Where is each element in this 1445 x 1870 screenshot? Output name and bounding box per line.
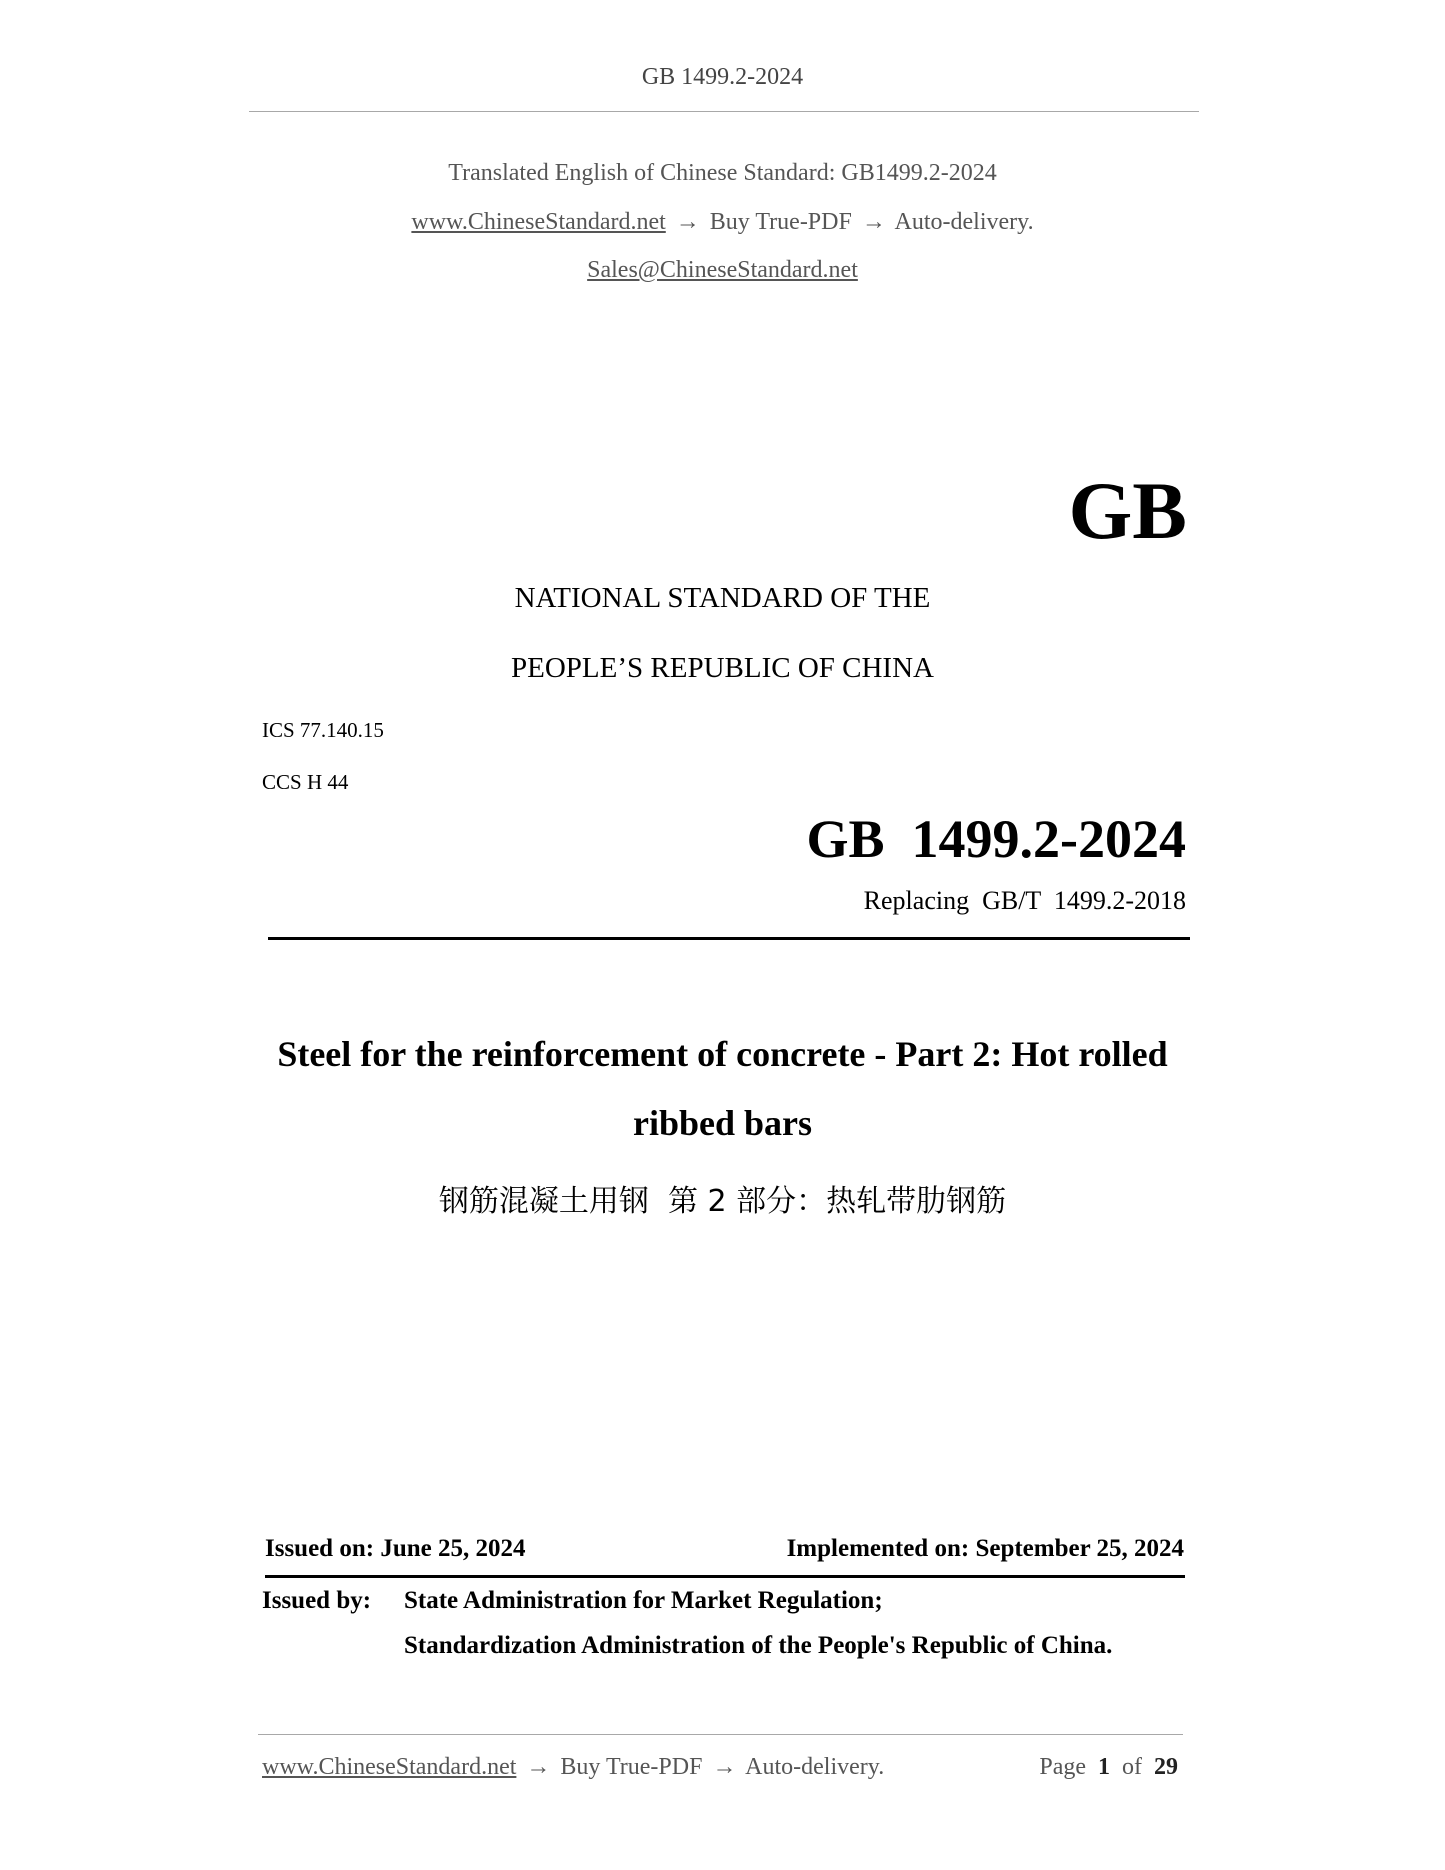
buy-true-pdf-text: Buy True-PDF [709,209,852,235]
chinese-title: 钢筋混凝土用钢 第 2 部分：热轧带肋钢筋 [438,1184,1007,1219]
national-standard-line-2: PEOPLE’S REPUBLIC OF CHINA [511,652,934,684]
purchase-line [0,209,1445,236]
of-label: of [1122,1754,1142,1780]
footer-divider [258,1734,1183,1735]
arrow-right-icon: → [675,209,700,235]
header-divider [249,111,1199,112]
translation-notice: Translated English of Chinese Standard: GB1499.2-2024 [448,160,997,186]
footer-auto-delivery-text: Auto-delivery. [745,1754,885,1780]
national-standard-line-1: NATIONAL STANDARD OF THE [514,582,931,614]
replacing-standard: Replacing GB/T 1499.2-2018 [863,886,1186,915]
title-divider [268,937,1190,940]
page-label: Page [1039,1754,1086,1780]
ics-code: ICS 77.140.15 [262,718,384,742]
sales-line [0,257,1445,284]
ccs-code: CCS H 44 [262,770,349,794]
arrow-right-icon: → [526,1754,551,1780]
footer-buy-true-pdf-text: Buy True-PDF [560,1754,703,1780]
sales-email-link[interactable]: Sales@ChineseStandard.net [587,257,858,283]
document-title-line-1: Steel for the reinforcement of concrete - Part 2: Hot rolled [277,1034,1168,1074]
footer-purchase-line [262,1754,884,1781]
page-indicator [1039,1754,1178,1781]
arrow-right-icon: → [861,209,886,235]
issuer-name: State Administration for Market Regulation; [404,1587,883,1614]
standard-number: GB 1499.2-2024 [806,809,1186,869]
document-title-line-2: ribbed bars [632,1103,813,1143]
implemented-on-date: Implemented on: September 25, 2024 [786,1535,1184,1562]
gb-logo: GB [1068,465,1187,556]
auto-delivery-text: Auto-delivery. [894,209,1034,235]
total-pages: 29 [1154,1754,1178,1780]
running-header-title: GB 1499.2-2024 [641,64,804,90]
dates-divider [265,1575,1185,1578]
issued-on-date: Issued on: June 25, 2024 [265,1535,526,1562]
footer-site-link[interactable]: www.ChineseStandard.net [262,1754,517,1780]
issued-by-label: Issued by: [262,1587,372,1614]
page-number: 1 [1098,1754,1110,1780]
arrow-right-icon: → [712,1754,737,1780]
issuer-name: Standardization Administration of the People's Republic of China. [404,1632,1113,1659]
site-link[interactable]: www.ChineseStandard.net [411,209,666,235]
